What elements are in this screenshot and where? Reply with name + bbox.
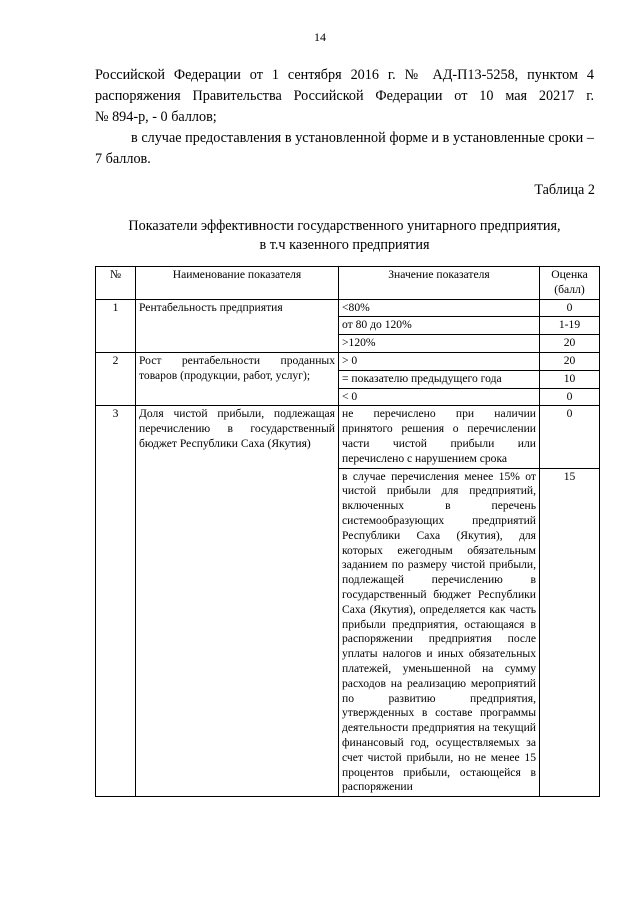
- row-number: 1: [96, 299, 136, 352]
- indicator-value: < 0: [339, 388, 540, 406]
- indicator-value: не перечислено при наличии принятого решения о перечислении части чистой прибыли или перечислено с нарушением срока: [339, 406, 540, 468]
- indicator-score: 0: [540, 388, 600, 406]
- indicator-name: Доля чистой прибыли, подлежащая перечислению в государственный бюджет Республики Саха (Якутия): [136, 406, 339, 797]
- indicator-value: > 0: [339, 352, 540, 370]
- indicator-value: = показателю предыдущего года: [339, 370, 540, 388]
- indicator-name: Рост рентабельности проданных товаров (продукции, работ, услуг);: [136, 352, 339, 405]
- intro-line-2: распоряжения Правительства Российской Федерации от 10 мая 20217 г.: [95, 88, 594, 104]
- indicator-score: 15: [540, 468, 600, 797]
- indicators-table: [95, 266, 600, 797]
- table-title-line-2: в т.ч казенного предприятия: [259, 237, 430, 253]
- table-row: [96, 406, 600, 468]
- table-title-line-1: Показатели эффективности государственного унитарного предприятия,: [128, 218, 561, 234]
- indicator-value: от 80 до 120%: [339, 317, 540, 335]
- indicator-score: 10: [540, 370, 600, 388]
- header-number: №: [96, 267, 136, 300]
- indicator-score: 1-19: [540, 317, 600, 335]
- indicator-value: <80%: [339, 299, 540, 317]
- row-number: 2: [96, 352, 136, 405]
- row-number: 3: [96, 406, 136, 797]
- header-indicator-name: Наименование показателя: [136, 267, 339, 300]
- table-row: [96, 352, 600, 370]
- indicator-score: 20: [540, 352, 600, 370]
- header-indicator-value: Значение показателя: [339, 267, 540, 300]
- table-header-row: [96, 267, 600, 300]
- indicator-score: 20: [540, 335, 600, 353]
- intro-line-1: Российской Федерации от 1 сентября 2016 г. № АД-П13-5258, пунктом 4: [95, 67, 594, 83]
- table-title: [95, 217, 594, 255]
- table-label: Таблица 2: [534, 182, 595, 198]
- table-row: [96, 299, 600, 317]
- indicator-score: 0: [540, 299, 600, 317]
- intro-paragraph-2: в случае предоставления в установленной форме и в установленные сроки – 7 баллов.: [95, 130, 594, 167]
- indicator-name: Рентабельность предприятия: [136, 299, 339, 352]
- indicator-score: 0: [540, 406, 600, 468]
- intro-text: [95, 65, 594, 170]
- header-score: Оценка (балл): [540, 267, 600, 300]
- page-number: 14: [314, 30, 326, 44]
- intro-line-3: № 894-р, - 0 баллов;: [95, 109, 217, 125]
- indicator-value: >120%: [339, 335, 540, 353]
- indicator-value: в случае перечисления менее 15% от чистой прибыли для предприятий, включенных в перечень системообразующих предприятий Республики Саха (Якутия), для которых ежегодным обязательным заданием по размеру чистой прибыли, подлежащей перечислению в государственный бюджет Республики Саха (Якутия), определяется как часть прибыли предприятия, остающаяся в распоряжении предприятия после уплаты налогов и иных обязательных платежей, уменьшенной на сумму расходов на реализацию мероприятий по развитию предприятия, утвержденных в составе программы деятельности предприятия на текущий финансовый год, осуществляемых за счет чистой прибыли, но не менее 15 процентов прибыли, остающейся в распоряжении: [339, 468, 540, 797]
